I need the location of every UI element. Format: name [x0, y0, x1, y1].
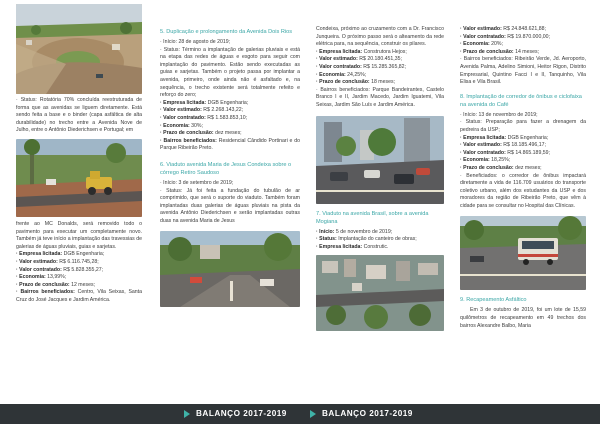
detail-label: · Prazo de conclusão: [160, 130, 214, 137]
detail-line [160, 107, 300, 115]
detail-line [160, 100, 300, 108]
detail-line [460, 150, 586, 158]
footer-left-label: BALANÇO 2017-2019 [196, 409, 287, 418]
section-6-start: · Início: 3 de setembro de 2019; [160, 179, 234, 186]
detail-label: · Valor contratado: [316, 63, 362, 70]
detail-label: · Prazo de conclusão: [460, 164, 514, 171]
section-7-title: 7. Viaduto na avenida Brasil, sobre a avenida Mogiana [316, 210, 429, 225]
section-5-status: · Status: Término a implantação de galerias pluviais e está na etapa das redes de águas e esgoto para seguir com implantação do pavimento. Estão sendo executadas as guias e sarjetas. Também o projeto passa por implantar a avenida, primeiro, onde ainda não é asfaltado e, na sequência, o trecho existente será totalmente refeito e reforço do zero; [160, 46, 300, 99]
footer-right-label: BALANÇO 2017-2019 [322, 409, 413, 418]
detail-value: dez meses; [515, 164, 542, 171]
section-9-text: Em 3 de outubro de 2019, foi um lote de 15,59 quilômetros de recapeamento em 49 trechos dos bairros Alexandre Balbo, Maria [460, 307, 586, 329]
detail-label: · Empresa licitada: [460, 134, 507, 141]
section-8-start: · Início: 13 de novembro de 2019; [460, 111, 538, 118]
detail-value: Construtic. [363, 243, 389, 250]
section-8-title: 8. Implantação de corredor de ônibus e ciclofaixa na avenida do Café [460, 93, 582, 108]
detail-line [16, 289, 142, 304]
detail-label: · Valor contratado: [16, 266, 62, 273]
footer-bar [0, 404, 600, 424]
detail-label: · Valor contratado: [160, 114, 206, 121]
detail-label: · Prazo de conclusão: [460, 48, 514, 55]
detail-label: · Valor contratado: [460, 33, 506, 40]
detail-line [16, 251, 142, 259]
photo-avenue-traffic [316, 116, 444, 204]
section-8-beneficiaries: · Beneficiados: o corredor de ônibus impactará diretamente a vida de 116.709 usuários do transporte coletivo urbano, além dos estudantes da USP e dos moradores da região de Ribeirão Preto, que vêm à cidade para se consultar no Hospital das Clínicas. [460, 172, 586, 209]
detail-label: · Valor estimado: [16, 258, 58, 265]
photo-roundabout [16, 4, 142, 94]
detail-value: 18,25%; [491, 157, 511, 164]
detail-label: · Bairros beneficiados: [16, 289, 75, 296]
detail-value: dez meses; [215, 130, 242, 137]
detail-line [460, 26, 586, 34]
detail-value: 18 meses; [371, 79, 396, 86]
detail-line [460, 34, 586, 42]
detail-value: Construtora Hejos; [363, 48, 407, 55]
section-5-details [160, 100, 300, 153]
column-3 [316, 26, 444, 331]
detail-line [316, 244, 444, 252]
detail-line [460, 49, 586, 57]
detail-label: · Valor estimado: [460, 26, 502, 32]
col4-top-details [460, 26, 586, 56]
detail-value: R$ 1.583.853,10; [207, 114, 248, 121]
photo-bus-corridor [460, 216, 586, 290]
detail-line [316, 229, 444, 237]
detail-value: Residencial Cândido Portinari e do Parque Ribeirão Preto. [160, 137, 300, 152]
detail-line [316, 64, 444, 72]
detail-value: Implantação do canteiro de obras; [338, 236, 417, 243]
section-6-title: 6. Viaduto avenida Maria de Jesus Condeixa sobre o córrego Retiro Saudoso [160, 161, 292, 176]
detail-line [460, 165, 586, 173]
detail-label: · Início: [316, 228, 335, 235]
column-4 [460, 26, 586, 330]
detail-value: R$ 18.185.496,17; [503, 142, 546, 149]
triangle-marker-icon [184, 410, 190, 418]
detail-value: R$ 5.828.355,27; [63, 266, 104, 273]
detail-line [316, 56, 444, 64]
photo-viaduct-site [160, 231, 300, 307]
section-7-details [316, 229, 444, 252]
photo-city-aerial [316, 255, 444, 331]
col3-bairros: · Bairros beneficiados: Parque Bandeirantes, Castelo Branco I e II, Jardim Macedo, Jardim Iguatemi, Vila Seixas, Jardim São Luís e Jardim América. [316, 86, 444, 108]
detail-value: R$ 19.870.000,00; [507, 33, 550, 40]
section-5-start: · Início: 28 de agosto de 2019; [160, 39, 231, 45]
detail-value: R$ 20.180.451,35; [359, 56, 402, 63]
detail-line [160, 138, 300, 153]
detail-value: 24,25%; [347, 71, 367, 78]
section-6-status: · Status: Já foi feita a fundação do tubulão de ar comprimido, que será o suporte do viaduto. Também foram implantadas duas galerias de águas pluviais na pista da avenida Antônio Diederichsen e serão implantadas outras duas na avenida Maria de Jesus [160, 187, 300, 224]
detail-value: 14 meses; [515, 48, 540, 55]
detail-value: 20%; [491, 41, 503, 48]
detail-line [460, 157, 586, 165]
detail-value: Centro, Vila Seixas, Santa Cruz do José Jacques e Jardim América. [16, 289, 142, 303]
detail-line [160, 115, 300, 123]
detail-value: R$ 24.848.621,88; [503, 26, 546, 32]
detail-value: 12 meses; [71, 281, 96, 288]
detail-label: · Status: [316, 236, 337, 243]
detail-label: · Economia: [460, 157, 490, 164]
detail-value: DGB Engenharia; [507, 134, 549, 141]
section-8-details [460, 135, 586, 173]
detail-value: R$ 15.285.365,82; [363, 63, 406, 70]
detail-value: 30%; [191, 122, 203, 129]
detail-line [160, 123, 300, 131]
street-works-text: frente ao MC Donalds, será removido todo o pavimento para executar um completamente novo. Também já teve início a implantação das travessias de galerias de águas pluviais, guias e sarjetas. [16, 220, 142, 250]
section-8-status: · Status: Preparação para fazer a drenagem da pedreira da USP; [460, 119, 586, 133]
detail-value: R$ 6.116.745,28; [59, 258, 99, 265]
detail-line [16, 259, 142, 267]
section-5-title: 5. Duplicação e prolongamento da Avenida Dois Rios [160, 29, 293, 35]
column-2 [160, 28, 300, 307]
column-1 [16, 0, 142, 305]
detail-label: · Economia: [460, 41, 490, 48]
detail-line [316, 72, 444, 80]
detail-label: · Economia: [160, 122, 190, 129]
detail-value: 5 de novembro de 2019; [335, 228, 393, 235]
photo-street-works [16, 139, 142, 217]
detail-label: · Valor estimado: [316, 56, 358, 63]
section-9-title: 9. Recapeamento Asfáltico [460, 297, 527, 304]
col1-details [16, 251, 142, 304]
triangle-marker-icon [310, 410, 316, 418]
detail-line [316, 236, 444, 244]
detail-value: 13,99%; [47, 274, 67, 281]
detail-value: R$ 2.268.143,22; [203, 107, 244, 114]
viaduct-intro-text: Condeixa, próximo ao cruzamento com a Dr. Francisco Junqueira. O próximo passo será o alteamento da rede elétrica para, na sequência, construir os pilares. [316, 26, 444, 48]
detail-label: · Valor contratado: [460, 149, 506, 156]
col3-details [316, 49, 444, 87]
detail-line [460, 135, 586, 143]
detail-line [160, 130, 300, 138]
detail-label: · Prazo de conclusão: [316, 79, 370, 86]
detail-line [16, 267, 142, 275]
detail-line [316, 49, 444, 57]
detail-value: DGB Engenharia; [63, 251, 105, 258]
detail-value: DGB Engenharia; [207, 99, 249, 106]
detail-label: · Empresa licitada: [316, 243, 363, 250]
detail-line [16, 282, 142, 290]
detail-label: · Economia: [316, 71, 346, 78]
detail-label: · Economia: [16, 274, 46, 281]
detail-line [460, 41, 586, 49]
detail-line [316, 79, 444, 87]
detail-line [460, 142, 586, 150]
detail-label: · Empresa licitada: [316, 48, 363, 55]
detail-label: · Empresa licitada: [16, 251, 63, 258]
roundabout-status-text: · Status: Rotatória 70% concluída reestruturada de forma que as avenidas se liguem diretamente. Está sendo feita a base e o binder (capa asfáltica de alta durabilidade) no trecho entre a Avenida Nove de Julho, entre o Antônio Diederichsen e Portugal; em [16, 97, 142, 134]
detail-label: · Valor estimado: [160, 107, 202, 114]
col4-top-bairros: · Bairros beneficiados: Ribeirão Verde, Jd. Aeroporto, Avenida Palma, Adelino Simioni, Heitor Rigon, Distrito Empresarial, Quintino Facci I e II, Tanquinho, Vila Elisa e Vila Brasil. [460, 56, 586, 86]
detail-label: · Bairros beneficiados: [160, 137, 217, 144]
detail-label: · Prazo de conclusão: [16, 281, 70, 288]
detail-label: · Empresa licitada: [160, 99, 207, 106]
detail-line [16, 274, 142, 282]
detail-label: · Valor estimado: [460, 142, 502, 149]
detail-value: R$ 14.865.189,59; [507, 149, 550, 156]
